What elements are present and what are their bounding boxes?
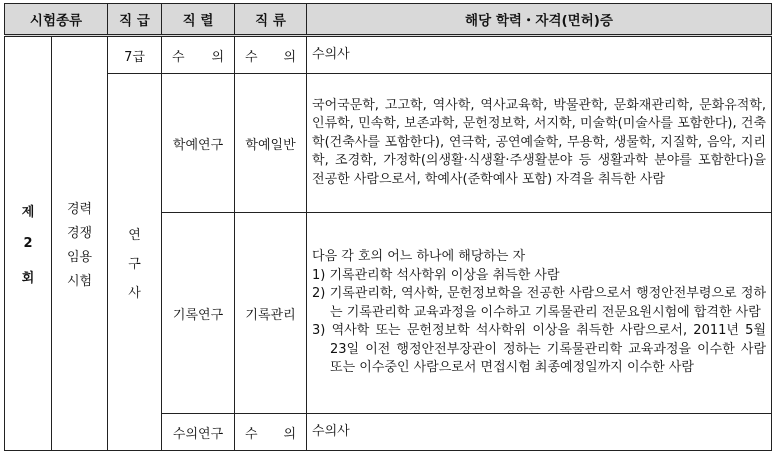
exam-name-line: 시험	[66, 274, 93, 289]
header-exam-type: 시험종류	[5, 4, 108, 36]
exam-round-cell	[5, 36, 52, 451]
header-qualification: 해당 학력・자격(면허)증	[307, 4, 772, 36]
qualification-table	[4, 3, 772, 451]
header-grade: 직 급	[108, 4, 162, 36]
exam-round-char: 회	[21, 271, 35, 286]
class-cell: 수 의	[235, 414, 307, 451]
qualification-item: 2) 기록관리학, 역사학, 문헌정보학을 전공한 사람으로서 행정안전부령으로 정하는 기록관리학 교육과정을 이수하고 기록물관리 전문요원시험에 합격한 사람	[312, 286, 767, 320]
exam-name-line: 경쟁	[66, 226, 93, 241]
series-cell: 기록연구	[162, 213, 235, 414]
class-cell: 학예일반	[235, 74, 307, 213]
qualification-item: 3) 역사학 또는 문헌정보학 석사학위 이상을 취득한 사람으로서, 2011년 5월 23일 이전 행정안전부장관이 정하는 기록물관리학 교육과정을 이수한 사람 또는 이수중인 사람으로서 면접시험 최종예정일까지 이수한 사람	[312, 323, 767, 376]
header-series: 직 렬	[162, 4, 235, 36]
qualification-cell: 수의사	[307, 36, 772, 74]
class-cell: 수 의	[235, 36, 307, 74]
series-cell: 수의연구	[162, 414, 235, 451]
header-class: 직 류	[235, 4, 307, 36]
grade-cell-research: 연 구 사	[108, 74, 162, 451]
grade-cell-7: 7급	[108, 36, 162, 74]
qualification-cell: 국어국문학, 고고학, 역사학, 역사교육학, 박물관학, 문화재관리학, 문화유적학, 인류학, 민속학, 보존과학, 문헌정보학, 서지학, 미술학(미술사를 포함한다), 건축학(건축사를 포함한다), 연극학, 공연예술학, 무용학, 생물학, 지질학, 음악, 지리학, 조경학, 가정학(의생활·식생활·주생활분야 등 생활과학 분야를 포함한다)을 전공한 사람으로서, 학예사(준학예사 포함) 자격을 취득한 사람	[307, 74, 772, 213]
class-cell: 기록관리	[235, 213, 307, 414]
series-cell: 학예연구	[162, 74, 235, 213]
exam-round-char: 2	[23, 236, 33, 251]
qualification-cell	[307, 213, 772, 414]
table-row	[5, 36, 772, 74]
qualification-intro: 다음 각 호의 어느 하나에 해당하는 자	[312, 248, 526, 264]
header-row	[5, 4, 772, 36]
exam-name-cell	[52, 36, 108, 451]
table-row	[5, 74, 772, 213]
qualification-cell: 수의사	[307, 414, 772, 451]
exam-name-line: 임용	[66, 250, 93, 265]
qualification-item: 1) 기록관리학 석사학위 이상을 취득한 사람	[312, 267, 560, 283]
exam-name-line: 경력	[66, 202, 93, 217]
exam-round-char: 제	[21, 205, 35, 220]
series-cell: 수 의	[162, 36, 235, 74]
qualification-table-container	[4, 3, 771, 451]
